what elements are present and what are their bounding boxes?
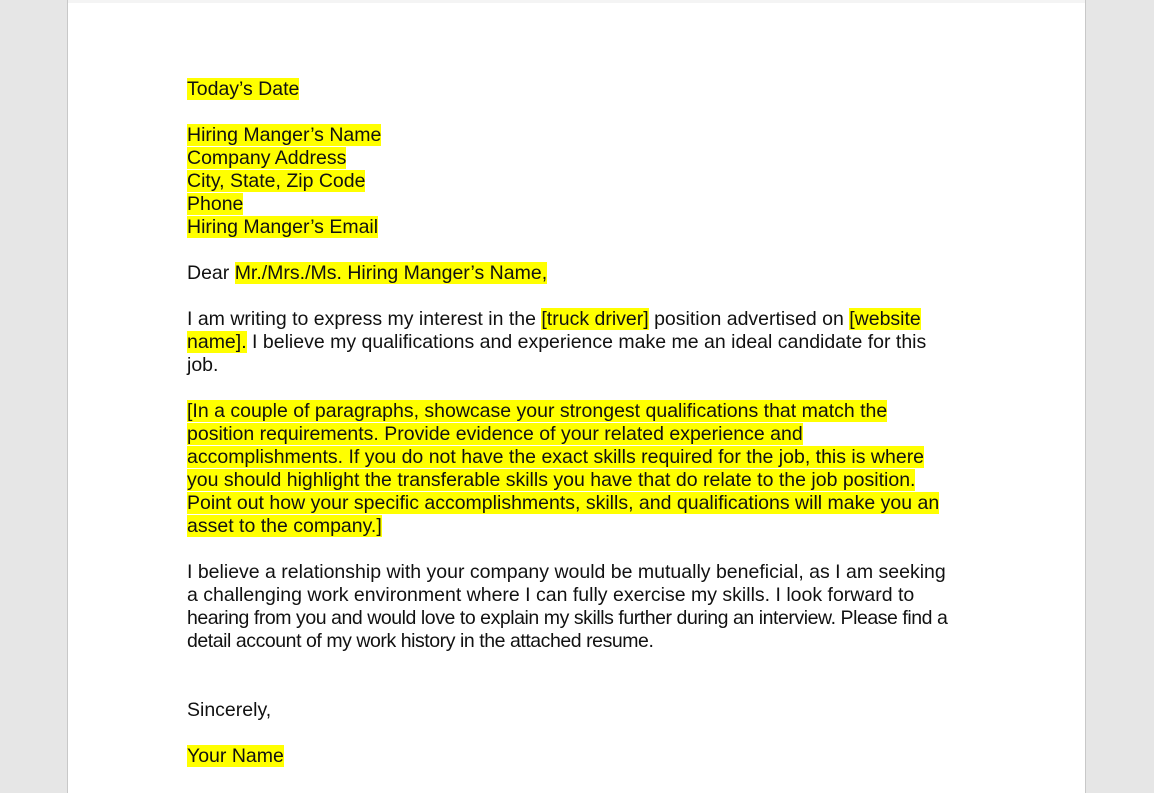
body-placeholder-text: Point out how your specific accomplishments, skills, and qualifications will make you an xyxy=(187,492,940,514)
signature-line xyxy=(187,745,987,768)
closing-paragraph-line: I believe a relationship with your company would be mutually beneficial, as I am seeking xyxy=(187,561,946,583)
body-placeholder-line xyxy=(187,446,987,469)
body-placeholder-text: accomplishments. If you do not have the exact skills required for the job, this is where xyxy=(187,446,925,468)
date-line xyxy=(187,78,987,101)
body-placeholder-text: position requirements. Provide evidence of your related experience and xyxy=(187,423,803,445)
closing-paragraph-line: detail account of my work history in the attached resume. xyxy=(187,630,654,652)
document-page xyxy=(67,0,1086,793)
intro-text: job. xyxy=(187,354,219,376)
body-placeholder-line xyxy=(187,469,987,492)
page-top-edge xyxy=(68,0,1085,3)
body-placeholder-text: asset to the company.] xyxy=(187,515,382,537)
email-placeholder: Hiring Manger’s Email xyxy=(187,216,379,238)
recipient-name-line xyxy=(187,124,987,147)
city-state-zip-placeholder: City, State, Zip Code xyxy=(187,170,366,192)
phone-placeholder: Phone xyxy=(187,193,244,215)
closing-paragraph-line: a challenging work environment where I can fully exercise my skills. I look forward to xyxy=(187,584,915,606)
body-placeholder-line xyxy=(187,515,987,538)
cover-letter-body xyxy=(187,78,987,768)
salutation-line xyxy=(187,262,987,285)
recipient-city-line xyxy=(187,170,987,193)
intro-text: position advertised on xyxy=(648,308,850,330)
signoff: Sincerely, xyxy=(187,699,272,721)
body-placeholder-line xyxy=(187,492,987,515)
job-title-placeholder: [truck driver] xyxy=(541,308,649,330)
intro-text: I believe my qualifications and experience make me an ideal candidate for this xyxy=(246,331,927,353)
signature-placeholder: Your Name xyxy=(187,745,284,767)
intro-line-2 xyxy=(187,331,987,354)
intro-line-1 xyxy=(187,308,987,331)
recipient-email-line xyxy=(187,216,987,239)
recipient-phone-line xyxy=(187,193,987,216)
website-placeholder-cont: name]. xyxy=(187,331,247,353)
intro-line-3 xyxy=(187,354,987,377)
company-address-placeholder: Company Address xyxy=(187,147,347,169)
recipient-address-line xyxy=(187,147,987,170)
body-placeholder-line xyxy=(187,400,987,423)
salutation-prefix: Dear xyxy=(187,262,235,284)
body-placeholder-text: [In a couple of paragraphs, showcase your strongest qualifications that match the xyxy=(187,400,888,422)
body-placeholder-text: you should highlight the transferable skills you have that do relate to the job position. xyxy=(187,469,916,491)
website-placeholder: [website xyxy=(849,308,921,330)
body-placeholder-line xyxy=(187,423,987,446)
recipient-name-placeholder: Hiring Manger’s Name xyxy=(187,124,382,146)
intro-text: I am writing to express my interest in the xyxy=(187,308,542,330)
salutation-name-placeholder: Mr./Mrs./Ms. Hiring Manger’s Name, xyxy=(234,262,548,284)
closing-paragraph-line: hearing from you and would love to explain my skills further during an interview. Please find a xyxy=(187,607,948,629)
date-placeholder: Today’s Date xyxy=(187,78,300,100)
